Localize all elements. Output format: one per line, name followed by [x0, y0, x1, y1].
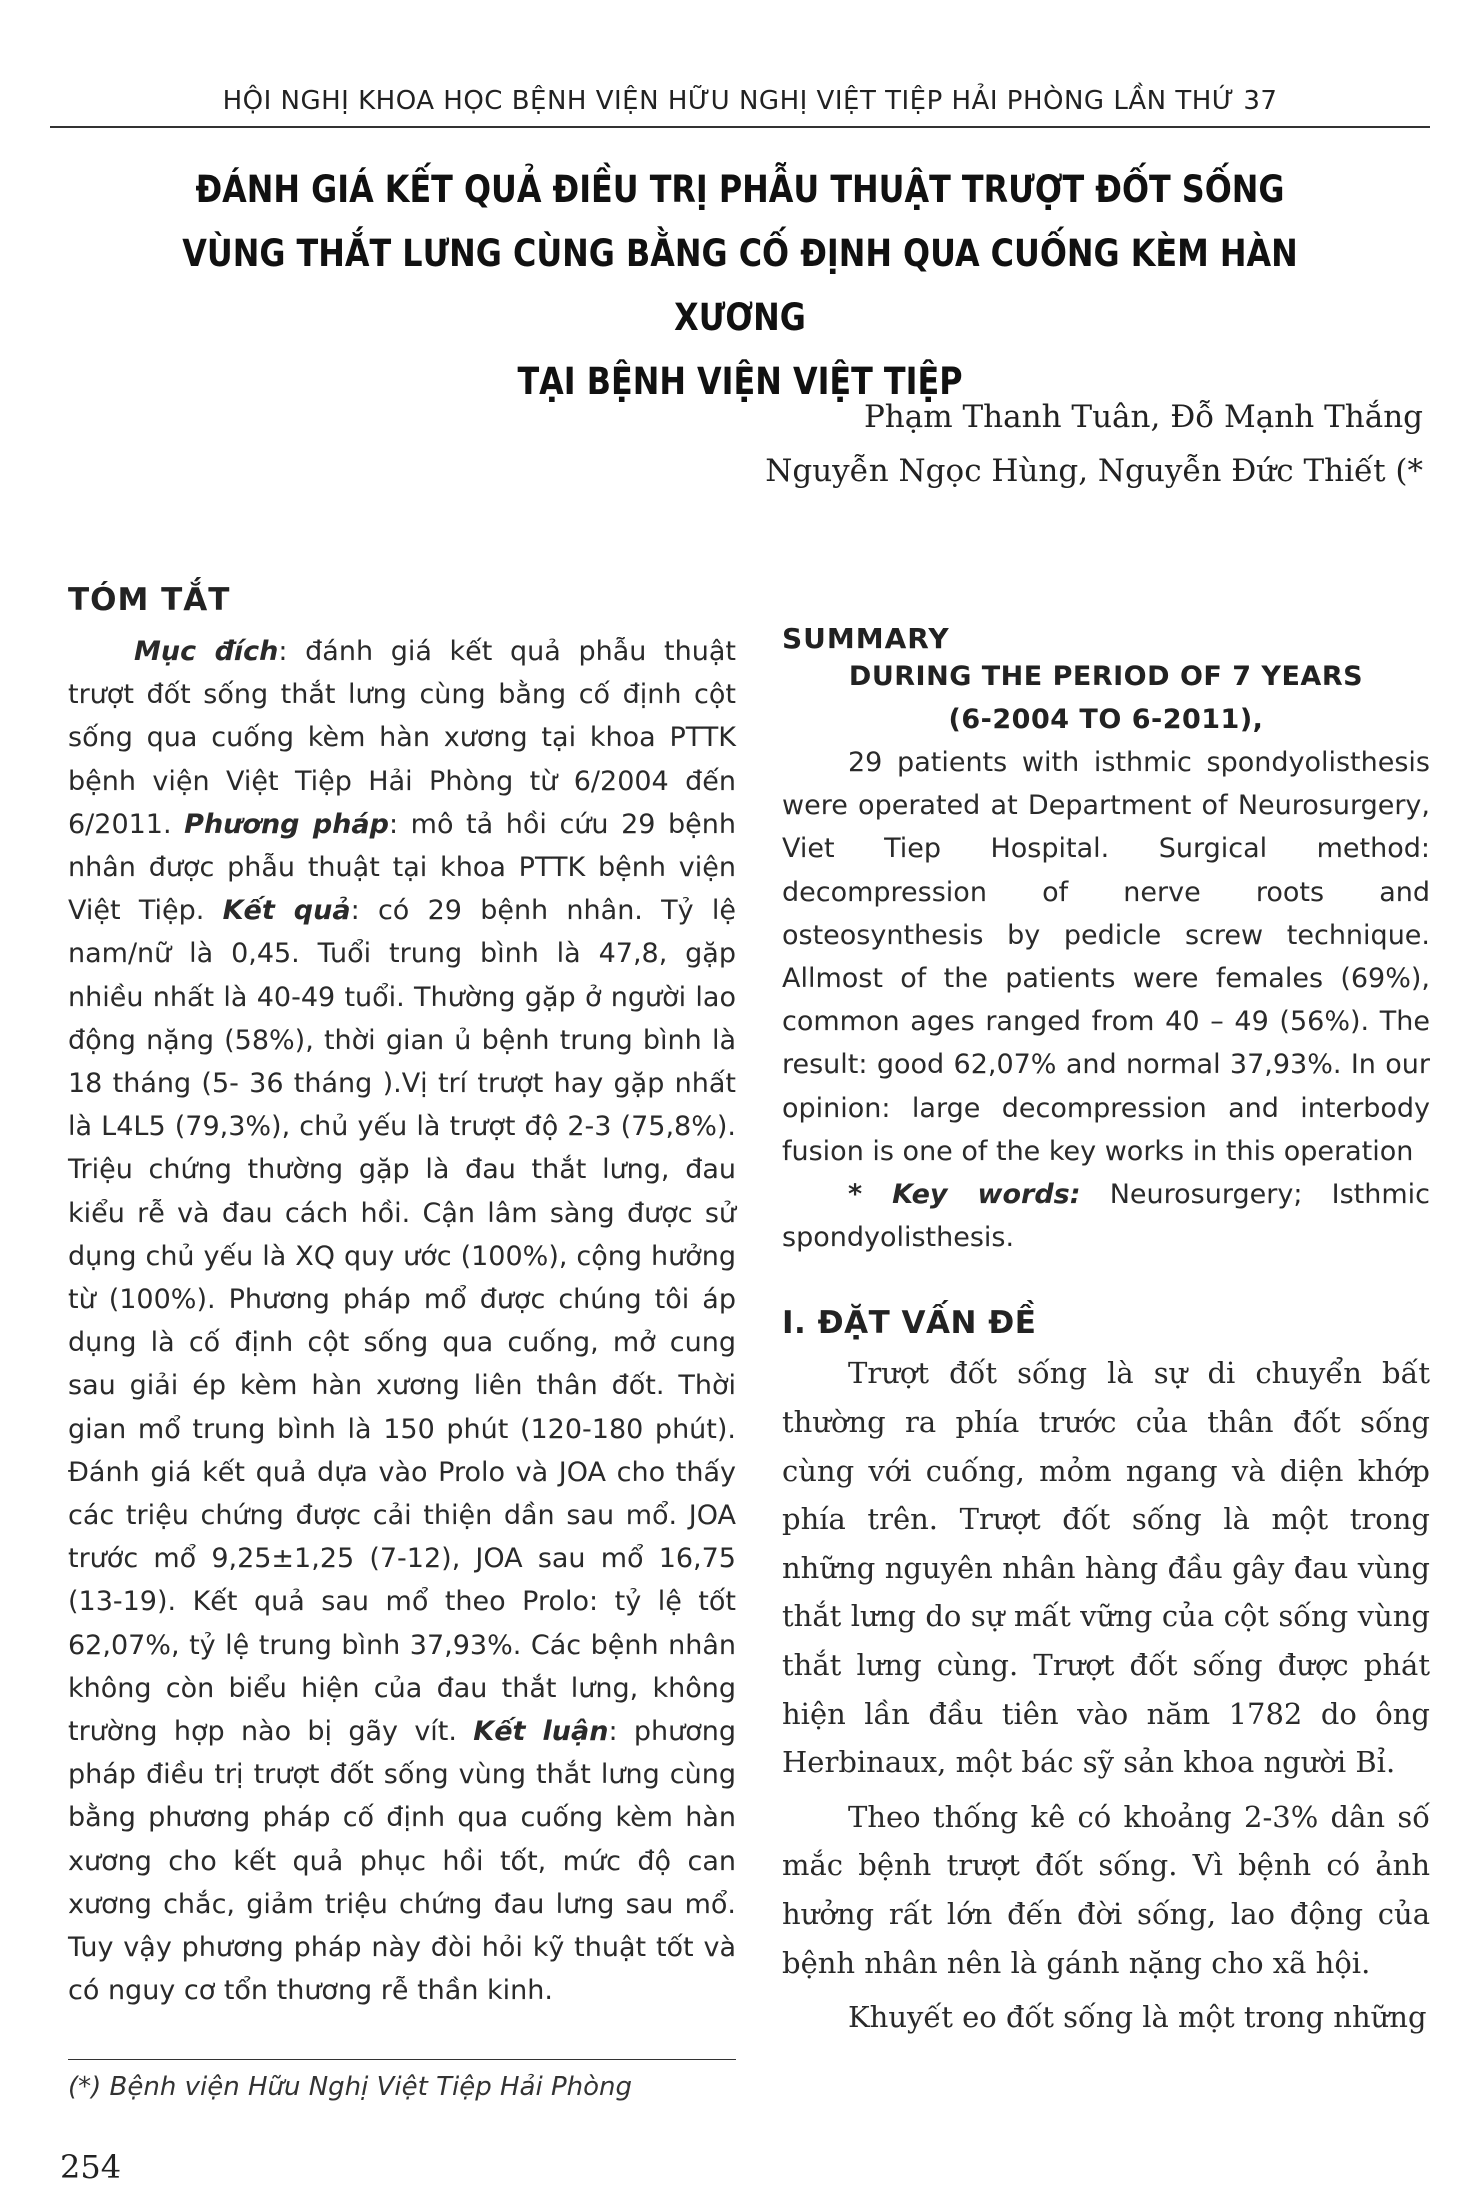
title-line-2: VÙNG THẮT LƯNG CÙNG BẰNG CỐ ĐỊNH QUA CUỐNG KÈM HÀN XƯƠNG	[182, 232, 1298, 339]
text-result: : có 29 bệnh nhân. Tỷ lệ nam/nữ là 0,45. Tuổi trung bình là 47,8, gặp nhiều nhất là 40-49 tuổi. Thường gặp ở người lao động nặng (58%), thời gian ủ bệnh trung bình là 18 tháng (5- 36 tháng ).Vị trí trượt hay gặp nhất là L4L5 (79,3%), chủ yếu là trượt độ 2-3 (75,8%). Triệu chứng thường gặp là đau thắt lưng, đau kiểu rễ và đau cách hồi. Cận lâm sàng được sử dụng chủ yếu là XQ quy ước (100%), cộng hưởng từ (100%). Phương pháp mổ được chúng tôi áp dụng là cố định cột sống qua cuống, mở cung sau giải ép kèm hàn xương liên thân đốt. Thời gian mổ trung bình là 150 phút (120-180 phút). Đánh giá kết quả dựa vào Prolo và JOA cho thấy các triệu chứng được cải thiện dần sau mổ. JOA trước mổ 9,25±1,25 (7-12), JOA sau mổ 16,75 (13-19). Kết quả sau mổ theo Prolo: tỷ lệ tốt 62,07%, tỷ lệ trung bình 37,93%. Các bệnh nhân không còn biểu hiện của đau thắt lưng, không trường hợp nào bị gãy vít.	[68, 895, 736, 1748]
summary-subheading-1: DURING THE PERIOD OF 7 YEARS	[848, 661, 1364, 692]
authors-line-2: Nguyễn Ngọc Hùng, Nguyễn Đức Thiết (*	[765, 453, 1423, 489]
abstract-vi-body	[68, 630, 736, 2013]
summary-body: 29 patients with isthmic spondyolisthesis were operated at Department of Neurosurgery, Viet Tiep Hospital. Surgical method: decompression of nerve roots and osteosynthesis by pedicle screw technique. Allmost of the patients were females (69%), common ages ranged from 40 – 49 (56%). The result: good 62,07% and normal 37,93%. In our opinion: large decompression and interbody fusion is one of the key works in this operation	[782, 747, 1430, 1167]
page-number: 254	[60, 2148, 122, 2186]
abstract-vi-heading: TÓM TẮT	[68, 582, 231, 618]
keywords-text: Neurosurgery; Isthmic spondyolisthesis.	[782, 1179, 1430, 1254]
running-header: HỘI NGHỊ KHOA HỌC BỆNH VIỆN HỮU NGHỊ VIỆT TIỆP HẢI PHÒNG LẦN THỨ 37	[222, 86, 1278, 116]
text-conclusion: : phương pháp điều trị trượt đốt sống vùng thắt lưng cùng bằng phương pháp cố định qua cuống kèm hàn xương cho kết quả phục hồi tốt, mức độ can xương chắc, giảm triệu chứng đau lưng sau mổ. Tuy vậy phương pháp này đòi hỏi kỹ thuật tốt và có nguy cơ tổn thương rễ thần kinh.	[68, 1716, 736, 2007]
title-line-3: TẠI BỆNH VIỆN VIỆT TIỆP	[517, 360, 963, 403]
label-purpose: Mục đích	[134, 636, 279, 667]
article-title	[181, 158, 1299, 414]
summary-subheading-2: (6-2004 TO 6-2011),	[948, 704, 1264, 735]
footnote-divider	[68, 2059, 736, 2060]
authors-line-1: Phạm Thanh Tuân, Đỗ Mạnh Thắng	[863, 399, 1423, 435]
section-1-paragraph-3: Khuyết eo đốt sống là một trong những	[848, 2000, 1427, 2035]
section-1-heading: I. ĐẶT VẤN ĐỀ	[782, 1305, 1037, 1342]
label-conclusion: Kết luận	[473, 1716, 609, 1748]
keywords-label: * Key words:	[848, 1179, 1081, 1211]
right-column	[782, 582, 1430, 2048]
keywords	[782, 1173, 1430, 1259]
section-1-paragraph-1: Trượt đốt sống là sự di chuyển bất thường ra phía trước của thân đốt sống cùng với cuống, mỏm ngang và diện khớp phía trên. Trượt đốt sống là một trong những nguyên nhân hàng đầu gây đau vùng thắt lưng do sự mất vững của cột sống vùng thắt lưng cùng. Trượt đốt sống được phát hiện lần đầu tiên vào năm 1782 do ông Herbinaux, một bác sỹ sản khoa người Bỉ.	[782, 1356, 1430, 1780]
text-purpose: : đánh giá kết quả phẫu thuật trượt đốt sống thắt lưng cùng bằng cố định cột sống qua cuống kèm hàn xương tại khoa PTTK bệnh viện Việt Tiệp Hải Phòng từ 6/2004 đến 6/2011.	[68, 636, 737, 840]
summary-heading: SUMMARY	[782, 622, 950, 655]
label-method: Phương pháp	[184, 808, 389, 840]
text-method: : mô tả hồi cứu 29 bệnh nhân được phẫu thuật tại khoa PTTK bệnh viện Việt Tiệp.	[68, 808, 737, 927]
header-divider	[50, 126, 1430, 128]
footnote: (*) Bệnh viện Hữu Nghị Việt Tiệp Hải Phòng	[68, 2072, 633, 2102]
section-1-paragraph-2: Theo thống kê có khoảng 2-3% dân số mắc bệnh trượt đốt sống. Vì bệnh có ảnh hưởng rất lớn đến đời sống, lao động của bệnh nhân nên là gánh nặng cho xã hội.	[782, 1799, 1430, 1980]
title-line-1: ĐÁNH GIÁ KẾT QUẢ ĐIỀU TRỊ PHẪU THUẬT TRƯỢT ĐỐT SỐNG	[195, 168, 1285, 211]
left-column	[68, 582, 736, 2013]
label-result: Kết quả	[222, 895, 351, 927]
author-list	[523, 390, 1423, 498]
